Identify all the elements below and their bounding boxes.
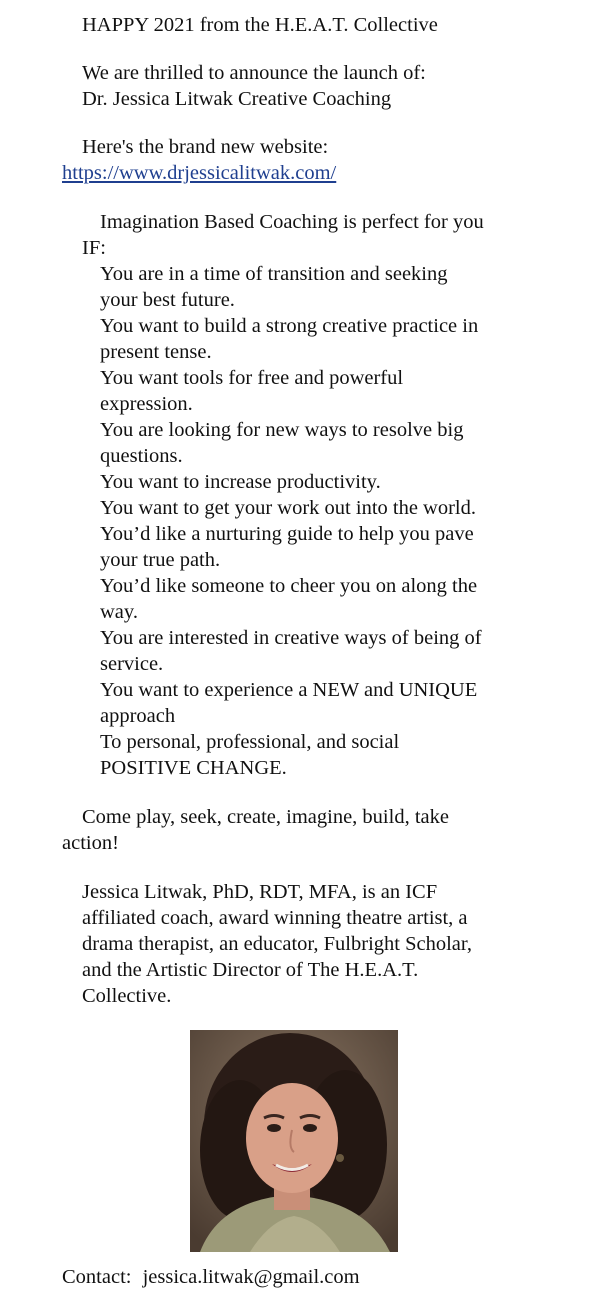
list-item: You want to increase productivity. — [100, 471, 381, 493]
list-item: You’d like a nurturing guide to help you pave — [100, 523, 474, 545]
contact-line — [62, 1264, 360, 1290]
coaching-intro-line-2: IF: — [82, 237, 106, 259]
list-item: You want to build a strong creative practice in — [100, 315, 479, 337]
list-item: You are looking for new ways to resolve big — [100, 419, 464, 441]
list-item: approach — [100, 705, 176, 727]
website-link[interactable]: https://www.drjessicalitwak.com/ — [62, 162, 337, 184]
contact-label: Contact: — [62, 1266, 132, 1288]
cta-line-2: action! — [62, 832, 119, 854]
greeting-heading: HAPPY 2021 from the H.E.A.T. Collective — [82, 14, 438, 36]
list-item: way. — [100, 601, 138, 623]
list-item: POSITIVE CHANGE. — [100, 757, 287, 779]
list-item: expression. — [100, 393, 193, 415]
bio-line: Collective. — [82, 985, 172, 1007]
list-item: You want tools for free and powerful — [100, 367, 404, 389]
list-item: your true path. — [100, 549, 221, 571]
contact-email[interactable]: jessica.litwak@gmail.com — [142, 1266, 360, 1288]
bio-line: Jessica Litwak, PhD, RDT, MFA, is an ICF — [82, 881, 438, 903]
list-item: To personal, professional, and social — [100, 731, 400, 753]
list-item: You are in a time of transition and seeking — [100, 263, 448, 285]
list-item: You are interested in creative ways of being of — [100, 627, 482, 649]
list-item: You want to experience a NEW and UNIQUE — [100, 679, 478, 701]
bio-line: affiliated coach, award winning theatre artist, a — [82, 907, 468, 929]
bio-line: and the Artistic Director of The H.E.A.T. — [82, 959, 419, 981]
cta-line-1: Come play, seek, create, imagine, build, take — [82, 806, 449, 828]
portrait-photo — [190, 1030, 398, 1252]
list-item: present tense. — [100, 341, 212, 363]
list-item: questions. — [100, 445, 183, 467]
list-item: You want to get your work out into the world. — [100, 497, 477, 519]
announcement-line-2: Dr. Jessica Litwak Creative Coaching — [82, 88, 392, 110]
list-item: your best future. — [100, 289, 235, 311]
announcement-line-1: We are thrilled to announce the launch of: — [82, 62, 426, 84]
list-item: service. — [100, 653, 164, 675]
list-item: You’d like someone to cheer you on along the — [100, 575, 478, 597]
coaching-intro-line-1: Imagination Based Coaching is perfect for you — [100, 211, 484, 233]
website-intro: Here's the brand new website: — [82, 136, 329, 158]
bio-line: drama therapist, an educator, Fulbright Scholar, — [82, 933, 473, 955]
